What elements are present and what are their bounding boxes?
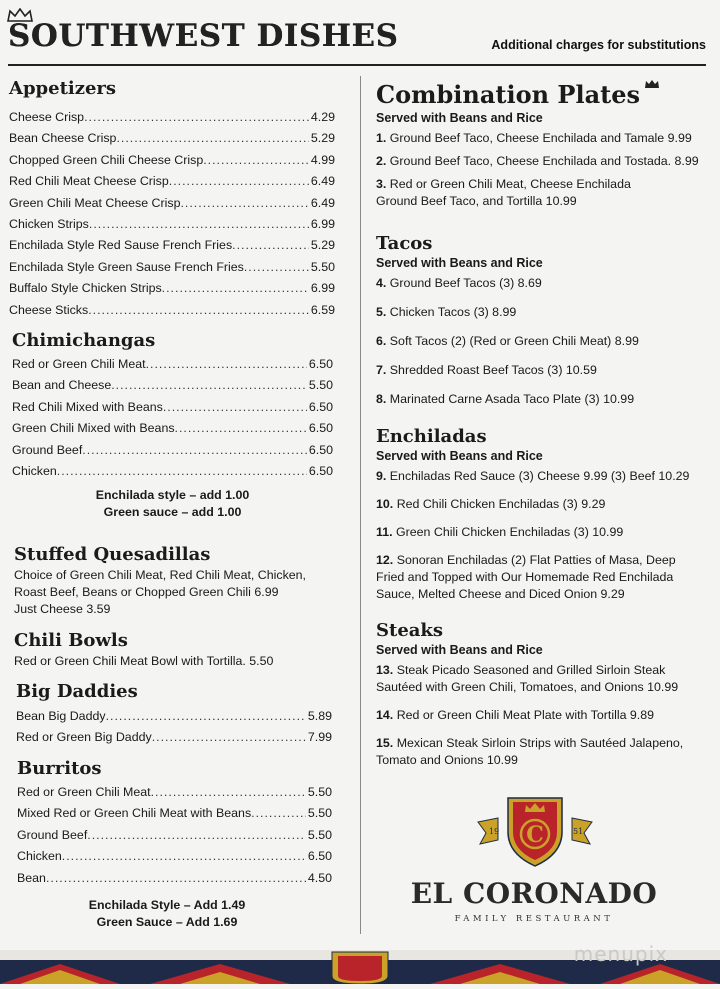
numbered-menu-item [376, 552, 706, 603]
dot-leader [89, 214, 309, 235]
served-with-note: Served with Beans and Rice [376, 449, 543, 463]
menu-item [9, 257, 335, 278]
item-number: 14. [376, 708, 394, 722]
dot-leader [84, 107, 309, 128]
section-steaks [376, 620, 706, 780]
item-name: Enchilada Style Green Sause French Fries [9, 259, 244, 274]
brand-name: EL CORONADO [410, 877, 658, 910]
section-chimichangas [12, 330, 333, 521]
crest-year-left: 19 [489, 827, 500, 836]
substitutions-note: Additional charges for substitutions [491, 38, 706, 52]
section-heading: Steaks [376, 620, 444, 641]
item-name: Red Chili Mixed with Beans [12, 399, 163, 414]
menu-item [9, 171, 335, 192]
served-with-note: Served with Beans and Rice [376, 643, 543, 657]
item-name: Chopped Green Chili Cheese Crisp [9, 152, 204, 167]
numbered-menu-item [376, 391, 706, 408]
item-name: Chicken [12, 464, 57, 479]
item-name: Red Chili Meat Cheese Crisp [9, 174, 169, 189]
section-tacos [376, 233, 706, 420]
item-price: 6.99 [310, 217, 335, 232]
item-text: Sauce, Melted Cheese and Diced Onion 9.29 [376, 587, 625, 601]
item-price: 5.50 [307, 827, 332, 842]
dot-leader [251, 803, 306, 824]
menu-item [12, 397, 333, 418]
item-name: Cheese Crisp [9, 110, 85, 124]
item-price: 6.59 [310, 302, 335, 317]
menu-note: Green sauce – add 1.00 [103, 505, 242, 520]
item-number: 9. [376, 469, 387, 483]
dot-leader [232, 235, 309, 256]
item-text: Red or Green Chili Meat, Cheese Enchilada [389, 177, 631, 191]
column-divider [360, 76, 361, 934]
section-chili-bowls [14, 630, 344, 670]
menu-item [12, 375, 333, 396]
item-name: Ground Beef [12, 442, 83, 457]
dot-leader [146, 354, 307, 375]
menu-item [17, 825, 332, 846]
item-number: 1. [376, 131, 387, 145]
dot-leader [62, 846, 306, 867]
item-price: 5.50 [307, 806, 332, 821]
item-text: Steak Picado Seasoned and Grilled Sirloin Steak [396, 663, 666, 677]
section-big-daddies [16, 681, 332, 749]
item-text: Red Chili Chicken Enchiladas (3) 9.29 [396, 497, 606, 511]
item-number: 5. [376, 305, 387, 319]
item-name: Bean Cheese Crisp [9, 131, 117, 146]
section-heading: Combination Plates [376, 80, 640, 109]
menu-item [12, 418, 333, 439]
item-name: Red or Green Big Daddy [16, 730, 152, 745]
numbered-menu-item [376, 496, 706, 513]
item-text: Ground Beef Taco, Cheese Enchilada and Tamale 9.99 [389, 131, 692, 145]
dot-leader [88, 300, 309, 321]
item-text: Ground Beef Taco, Cheese Enchilada and Tostada. 8.99 [389, 154, 699, 168]
menu-item [17, 868, 332, 889]
header-divider [8, 64, 706, 66]
menu-item [12, 461, 333, 482]
numbered-menu-item [376, 735, 706, 769]
dot-leader [180, 193, 308, 214]
item-price: 5.89 [307, 709, 332, 723]
menu-item [17, 803, 332, 824]
item-price: 6.50 [308, 421, 333, 436]
dot-leader [111, 375, 307, 396]
menu-item [12, 354, 333, 375]
item-text: Enchiladas Red Sauce (3) Cheese 9.99 (3) Beef 10.29 [389, 469, 690, 483]
item-price: 4.29 [310, 110, 335, 124]
item-description: Red or Green Chili Meat Bowl with Tortilla. 5.50 [14, 654, 274, 668]
numbered-menu-item [376, 468, 706, 485]
crest-letter: C [526, 822, 544, 848]
menu-item [9, 214, 335, 235]
item-text: Mexican Steak Sirloin Strips with Sautéed Jalapeno, [396, 736, 684, 750]
item-number: 13. [376, 663, 394, 677]
dot-leader [162, 278, 309, 299]
section-heading: Big Daddies [16, 681, 138, 702]
item-price: 5.50 [308, 378, 333, 393]
section-heading: Stuffed Quesadillas [14, 544, 211, 565]
menu-item [9, 128, 335, 149]
menu-note: Enchilada style – add 1.00 [95, 488, 250, 503]
menu-item [9, 235, 335, 256]
item-price: 5.29 [310, 238, 335, 253]
dot-leader [175, 418, 307, 439]
section-quesadillas [14, 544, 344, 618]
menupix-watermark: menupix [573, 942, 668, 966]
menu-item [9, 193, 335, 214]
item-price: 6.50 [308, 464, 333, 479]
item-description: Choice of Green Chili Meat, Red Chili Meat, Chicken, [14, 568, 306, 582]
item-price: 6.50 [308, 357, 333, 371]
item-price: 5.29 [310, 131, 335, 146]
dot-leader [169, 171, 309, 192]
item-name: Buffalo Style Chicken Strips [9, 281, 162, 296]
item-name: Bean Big Daddy [16, 709, 106, 723]
item-description: Just Cheese 3.59 [14, 602, 111, 616]
item-price: 7.99 [307, 730, 332, 745]
served-with-note: Served with Beans and Rice [376, 111, 543, 125]
item-price: 6.50 [308, 399, 333, 414]
menu-item [16, 706, 332, 727]
item-text: Shredded Roast Beef Tacos (3) 10.59 [389, 363, 597, 377]
item-text: Soft Tacos (2) (Red or Green Chili Meat) 8.99 [389, 334, 639, 348]
numbered-menu-item [376, 130, 706, 147]
dot-leader [82, 440, 307, 461]
section-appetizers [9, 78, 335, 321]
item-number: 8. [376, 392, 387, 406]
item-text: Marinated Carne Asada Taco Plate (3) 10.99 [389, 392, 635, 406]
item-price: 6.49 [310, 195, 335, 210]
item-name: Chicken Strips [9, 217, 89, 232]
menu-item [17, 782, 332, 803]
section-enchiladas [376, 426, 706, 614]
brand-tagline: FAMILY RESTAURANT [454, 914, 614, 924]
menu-item [9, 150, 335, 171]
item-name: Chicken [17, 849, 62, 864]
item-text: Green Chili Chicken Enchiladas (3) 10.99 [396, 525, 624, 539]
item-text: Fried and Topped with Our Homemade Red Enchilada [376, 570, 674, 584]
item-price: 4.99 [310, 152, 335, 167]
menu-item [16, 727, 332, 748]
dot-leader [163, 397, 307, 418]
item-text: Ground Beef Taco, and Tortilla 10.99 [376, 194, 577, 208]
menu-header [0, 0, 720, 66]
item-description: Roast Beef, Beans or Chopped Green Chili 6.99 [14, 585, 279, 599]
served-with-note: Served with Beans and Rice [376, 256, 543, 270]
item-number: 11. [376, 525, 393, 539]
numbered-menu-item [376, 333, 706, 350]
item-number: 2. [376, 154, 387, 168]
item-number: 12. [376, 553, 394, 567]
menu-item [9, 107, 335, 128]
item-number: 4. [376, 276, 387, 290]
item-price: 6.99 [310, 281, 335, 296]
numbered-menu-item [376, 362, 706, 379]
item-number: 6. [376, 334, 387, 348]
menu-item [9, 278, 335, 299]
item-name: Bean and Cheese [12, 378, 112, 393]
dot-leader [106, 706, 306, 727]
section-heading: Appetizers [9, 78, 117, 99]
crest-year-right: 51 [573, 827, 584, 836]
menu-item [12, 440, 333, 461]
section-heading: Chimichangas [12, 330, 156, 351]
section-heading: Enchiladas [376, 426, 487, 447]
numbered-menu-item [376, 304, 706, 321]
section-heading: Chili Bowls [14, 630, 128, 651]
item-name: Green Chili Meat Cheese Crisp [9, 195, 181, 210]
item-price: 4.50 [307, 870, 332, 885]
dot-leader [203, 150, 309, 171]
numbered-menu-item [376, 176, 706, 210]
section-heading: Burritos [17, 758, 102, 779]
crown-icon [644, 79, 660, 89]
numbered-menu-item [376, 662, 706, 696]
numbered-menu-item [376, 707, 706, 724]
item-price: 5.50 [307, 785, 332, 799]
item-number: 7. [376, 363, 387, 377]
item-text: Ground Beef Tacos (3) 8.69 [389, 276, 542, 290]
item-number: 15. [376, 736, 394, 750]
dot-leader [244, 257, 309, 278]
page-title: SOUTHWEST DISHES [8, 18, 399, 54]
item-text: Sonoran Enchiladas (2) Flat Patties of Masa, Deep [396, 553, 676, 567]
menu-note: Green Sauce – Add 1.69 [96, 915, 238, 930]
menu-item [9, 300, 335, 321]
item-name: Bean [17, 870, 46, 885]
dot-leader [46, 868, 306, 889]
section-combination-plates [376, 80, 706, 216]
item-number: 3. [376, 177, 387, 191]
numbered-menu-item [376, 153, 706, 170]
item-name: Mixed Red or Green Chili Meat with Beans [17, 806, 252, 821]
numbered-menu-item [376, 275, 706, 292]
item-name: Green Chili Mixed with Beans [12, 421, 175, 436]
item-text: Sautéed with Green Chili, Tomatoes, and Onions 10.99 [376, 680, 679, 694]
item-name: Red or Green Chili Meat [12, 357, 146, 371]
item-price: 5.50 [310, 259, 335, 274]
dot-leader [116, 128, 308, 149]
item-name: Ground Beef [17, 827, 88, 842]
item-name: Red or Green Chili Meat [17, 785, 151, 799]
item-name: Enchilada Style Red Sause French Fries [9, 238, 233, 253]
numbered-menu-item [376, 524, 706, 541]
item-price: 6.50 [308, 442, 333, 457]
dot-leader [152, 727, 306, 748]
item-name: Cheese Sticks [9, 302, 89, 317]
dot-leader [87, 825, 306, 846]
item-text: Red or Green Chili Meat Plate with Tortilla 9.89 [396, 708, 655, 722]
menu-item [17, 846, 332, 867]
dot-leader [57, 461, 307, 482]
section-burritos [17, 758, 332, 931]
item-number: 10. [376, 497, 394, 511]
menu-note: Enchilada Style – Add 1.49 [88, 898, 246, 913]
el-coronado-crest-logo [470, 792, 600, 872]
item-price: 6.50 [307, 849, 332, 864]
item-text: Tomato and Onions 10.99 [376, 753, 518, 767]
item-price: 6.49 [310, 174, 335, 189]
section-heading: Tacos [376, 233, 433, 254]
dot-leader [151, 782, 306, 803]
item-text: Chicken Tacos (3) 8.99 [389, 305, 517, 319]
